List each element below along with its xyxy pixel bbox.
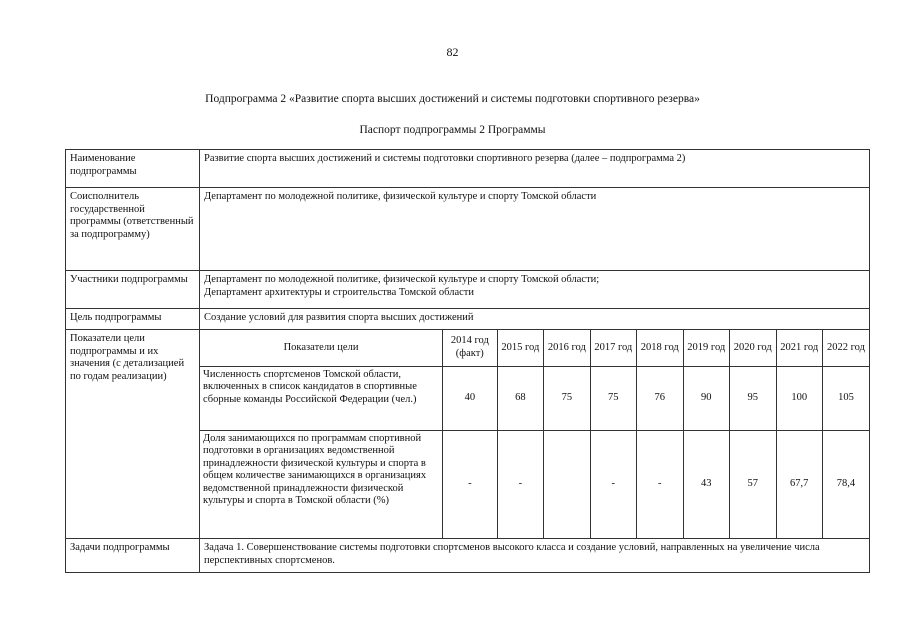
indicator-name: Доля занимающихся по программам спортивной подготовки в организациях ведомственной принадлежности физической культуры и спорта в общем количестве занимающихся в организациях ведомственной принадлежности физической культуры и спорта в Томской области (%): [200, 430, 443, 538]
header-2019: 2019 год: [683, 330, 729, 366]
coexecutor-value: Департамент по молодежной политике, физической культуре и спорту Томской области: [200, 188, 870, 271]
indicator-value-2017: 75: [590, 366, 636, 430]
tasks-value: Задача 1. Совершенствование системы подготовки спортсменов высокого класса и создание условий, направленных на увеличение числа перспективных спортсменов.: [200, 539, 870, 573]
indicators-table: [200, 330, 869, 538]
tasks-label: Задачи подпрограммы: [66, 539, 200, 573]
indicator-value-2019: 43: [683, 430, 729, 538]
page-number: 82: [446, 45, 459, 59]
indicator-value-2015: -: [497, 430, 543, 538]
coexecutor-label: Соисполнитель государственной программы (ответственный за подпрограмму): [66, 188, 200, 271]
indicator-name: Численность спортсменов Томской области, включенных в список кандидатов в спортивные сборные команды Российской Федерации (чел.): [200, 366, 443, 430]
indicator-value-2016: [544, 430, 590, 538]
indicator-value-2015: 68: [497, 366, 543, 430]
row-tasks: [66, 539, 870, 573]
indicator-value-2022: 105: [822, 366, 869, 430]
header-indicator-name: Показатели цели: [200, 330, 443, 366]
indicator-value-2020: 57: [730, 430, 776, 538]
header-2021: 2021 год: [776, 330, 822, 366]
row-indicators: [66, 330, 870, 539]
indicator-value-2014: 40: [443, 366, 498, 430]
indicator-value-2018: -: [637, 430, 683, 538]
participants-line-1: Департамент по молодежной политике, физической культуре и спорту Томской области;: [204, 274, 600, 285]
indicator-value-2018: 76: [637, 366, 683, 430]
indicators-label: Показатели цели подпрограммы и их значения (с детализацией по годам реализации): [66, 330, 200, 539]
name-label: Наименование подпрограммы: [66, 150, 200, 188]
header-2016: 2016 год: [544, 330, 590, 366]
header-2015: 2015 год: [497, 330, 543, 366]
indicator-value-2017: -: [590, 430, 636, 538]
indicator-value-2019: 90: [683, 366, 729, 430]
row-participants: [66, 271, 870, 309]
indicator-row: [200, 430, 869, 538]
row-goal: [66, 309, 870, 330]
header-2018: 2018 год: [637, 330, 683, 366]
name-value: Развитие спорта высших достижений и системы подготовки спортивного резерва (далее – подпрограмма 2): [200, 150, 870, 188]
indicators-header-row: [200, 330, 869, 366]
indicators-cell: [200, 330, 870, 539]
goal-value: Создание условий для развития спорта высших достижений: [200, 309, 870, 330]
row-coexecutor: [66, 188, 870, 271]
passport-table: [65, 149, 870, 573]
header-2022: 2022 год: [822, 330, 869, 366]
row-name: [66, 150, 870, 188]
indicator-value-2022: 78,4: [822, 430, 869, 538]
goal-label: Цель подпрограммы: [66, 309, 200, 330]
participants-line-2: Департамент архитектуры и строительства Томской области: [204, 286, 474, 298]
header-2017: 2017 год: [590, 330, 636, 366]
indicator-value-2014: -: [443, 430, 498, 538]
header-2020: 2020 год: [730, 330, 776, 366]
passport-title: Паспорт подпрограммы 2 Программы: [359, 124, 546, 136]
participants-label: Участники подпрограммы: [66, 271, 200, 309]
header-2014: 2014 год (факт): [443, 330, 498, 366]
indicator-value-2020: 95: [730, 366, 776, 430]
participants-value: [200, 271, 870, 309]
indicator-value-2016: 75: [544, 366, 590, 430]
subprogram-title: Подпрограмма 2 «Развитие спорта высших достижений и системы подготовки спортивного резерва»: [205, 93, 700, 105]
indicator-row: [200, 366, 869, 430]
indicator-value-2021: 100: [776, 366, 822, 430]
indicator-value-2021: 67,7: [776, 430, 822, 538]
